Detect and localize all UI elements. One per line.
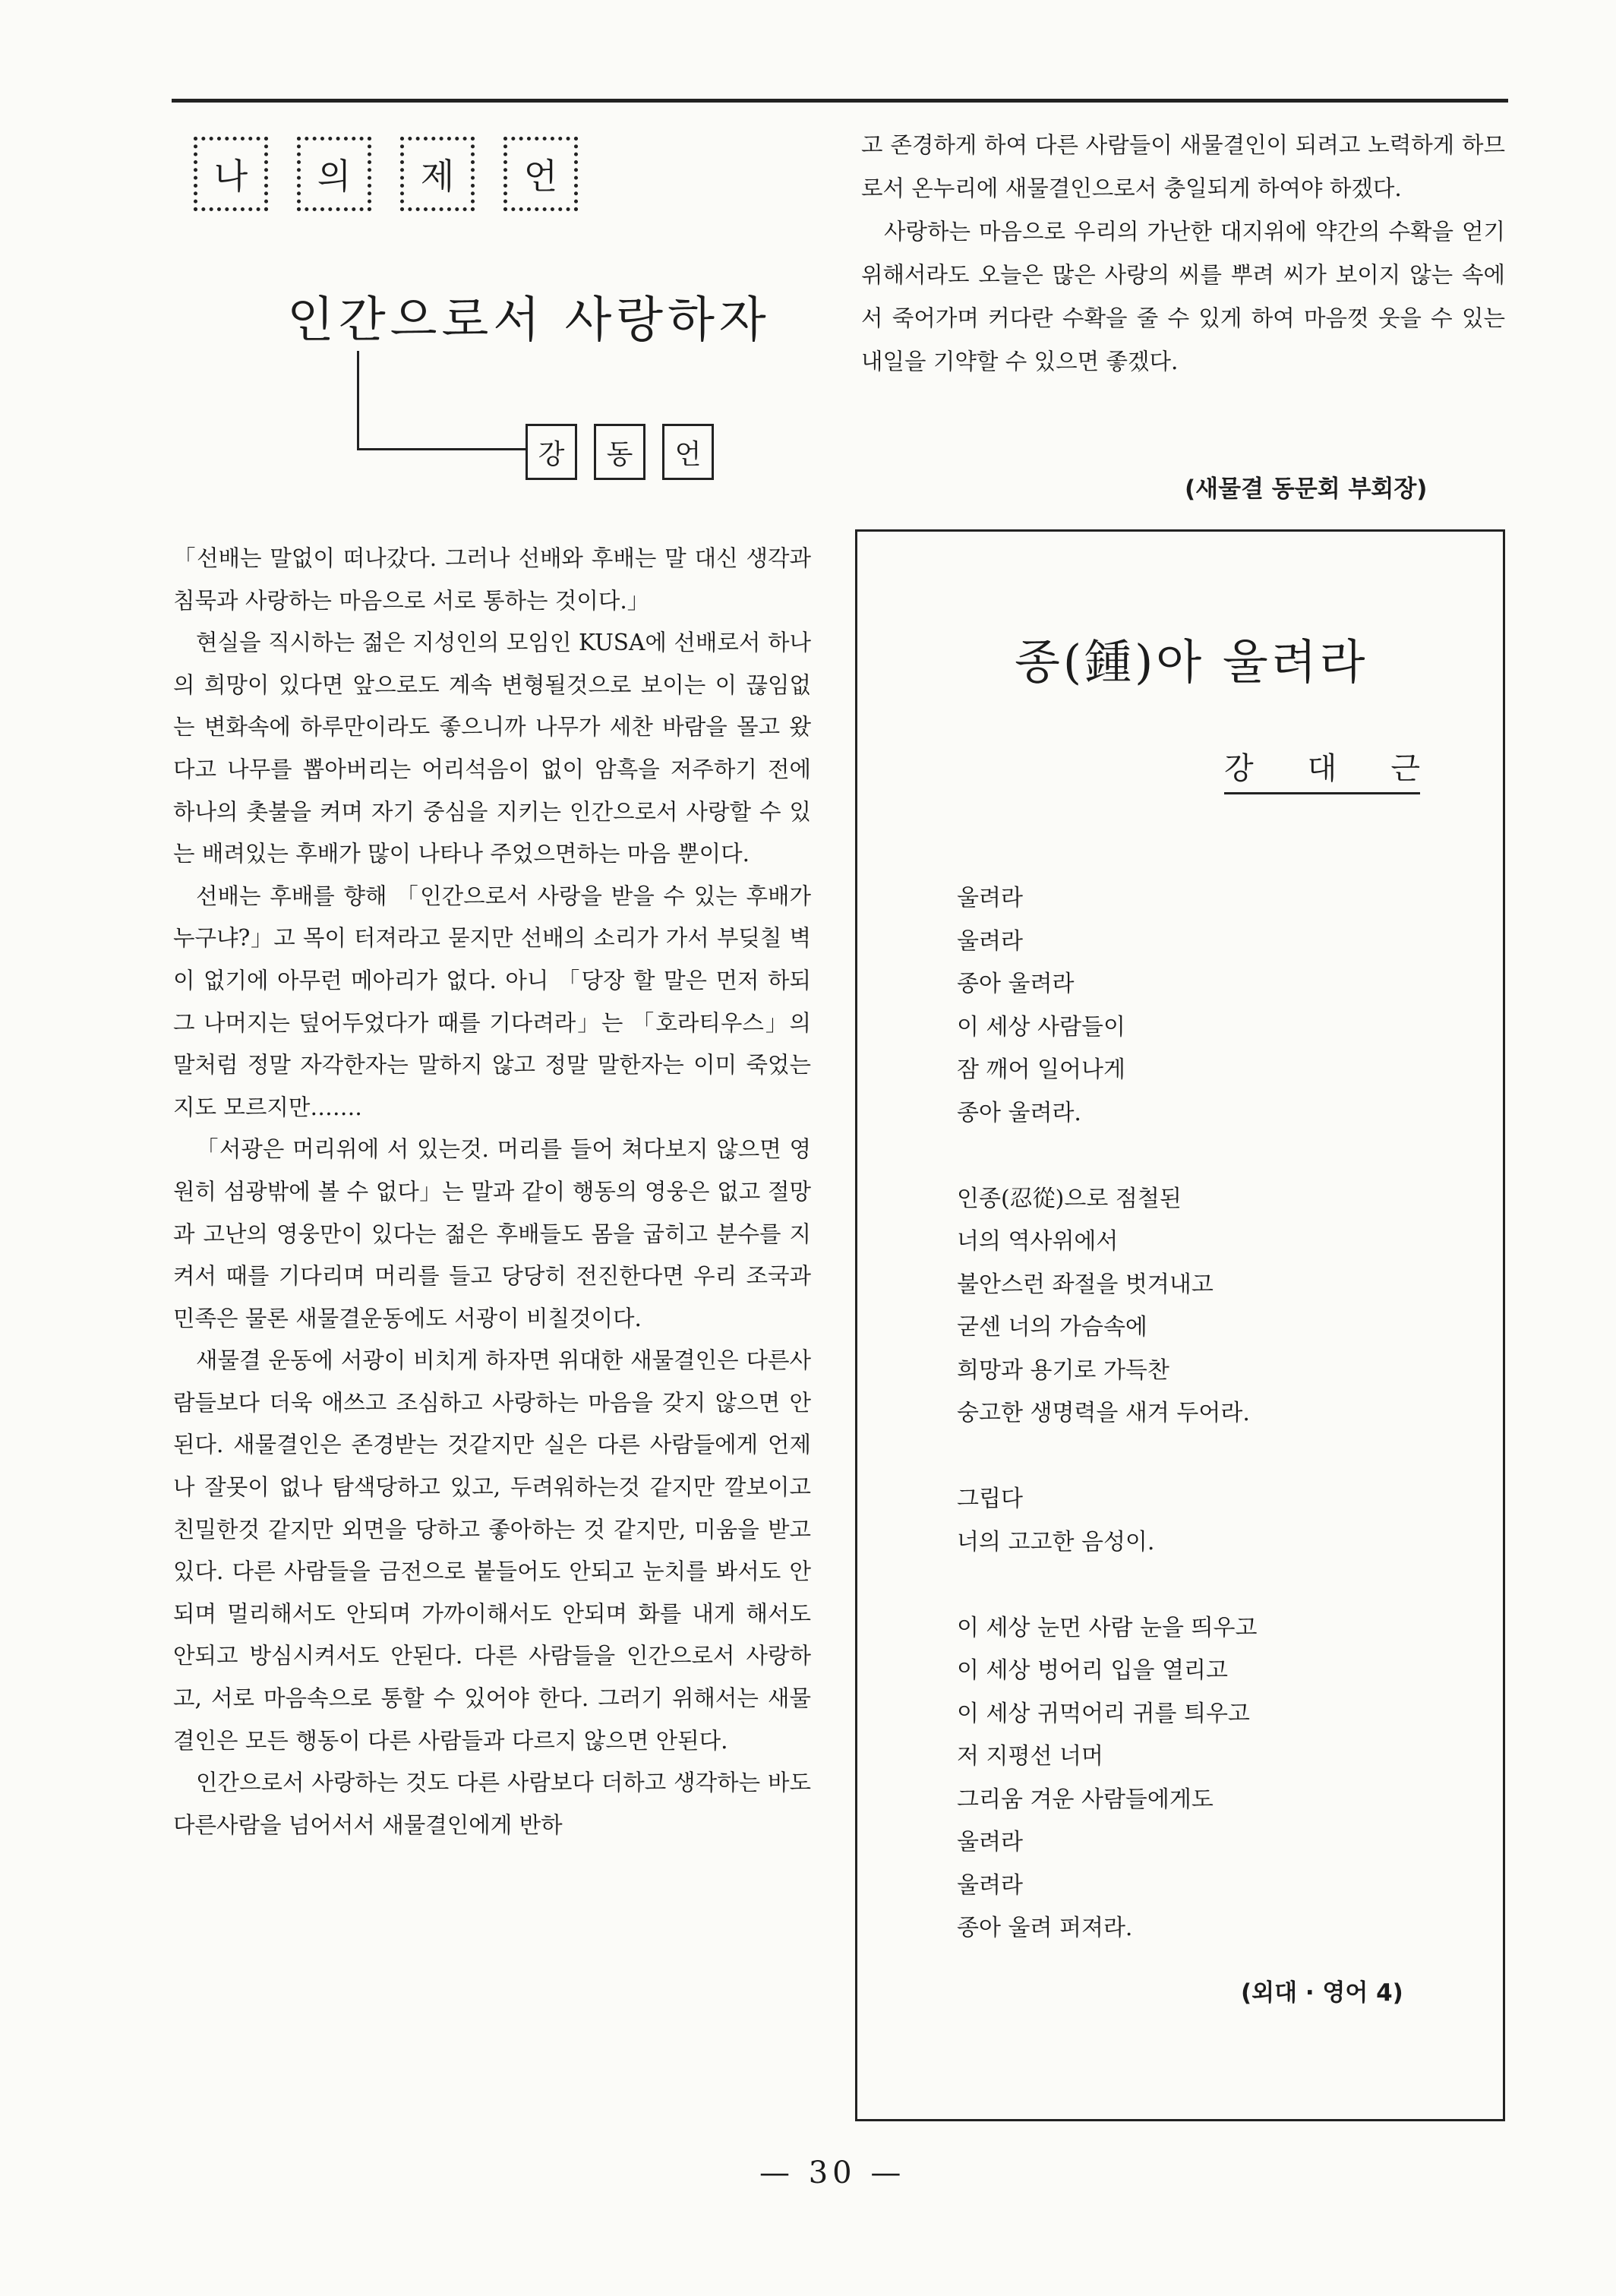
paragraph: 새물결 운동에 서광이 비치게 하자면 위대한 새물결인은 다른사람들보다 더욱 애쓰고 조심하고 사랑하는 마음을 갖지 않으면 안된다. 새물결인은 존경받는 것같지만 실은 다른 사람들에게 언제나 잘못이 없나 탐색당하고 있고, 두려워하는것 같지만 깔보이고 친밀한것 같지만 외면을 당하고 좋아하는 것 같지만, 미움을 받고 있다. 다른 사람들을 금전으로 붙들어도 안되고 눈치를 봐서도 안되며 멀리해서도 안되며 가까이해서도 안되며 화를 내게 해서도 안되고 방심시켜서도 안된다. 다른 사람들을 인간으로서 사랑하고, 서로 마음속으로 통할 수 있어야 한다. 그러기 위해서는 새물결인은 모든 행동이 다른 사람들과 다르지 않으면 안된다. [173,1347,811,1754]
author-char: 강 [526,424,577,480]
poem-line: 이 세상 벙어리 입을 열리고 [957,1657,1228,1684]
series-char: 제 [400,137,475,211]
article-title: 인간으로서 사랑하자 [287,292,771,349]
article-affiliation: (새물결 동문회 부회장) [1185,475,1428,503]
byline-bracket [357,351,528,450]
poem-line: 울려라 [957,1871,1023,1899]
paragraph: 「서광은 머리위에 서 있는것. 머리를 들어 쳐다보지 않으면 영원히 섬광밖에 볼 수 없다」는 말과 같이 행동의 영웅은 없고 절망과 고난의 영웅만이 있다는 젊은 후배들도 몸을 굽히고 분수를 지켜서 때를 기다리며 머리를 들고 당당히 전진한다면 우리 조국과 민족은 물론 새물결운동에도 서광이 비칠것이다. [173,1136,811,1331]
poem-line: 인종(忍從)으로 점철된 [957,1185,1182,1212]
poem-line: 이 세상 사람들이 [957,1013,1125,1041]
series-char: 의 [297,137,371,211]
poem-line: 너의 고고한 음성이. [957,1528,1155,1555]
article-body-right [861,124,1505,384]
author-char: 근 [1390,751,1420,786]
poem-line: 잠 깨어 일어나게 [957,1056,1125,1083]
author-char: 언 [662,424,714,480]
poem-line: 굳센 너의 가슴속에 [957,1314,1147,1341]
stanza-gap [957,1564,1257,1607]
author-char: 동 [594,424,645,480]
poem-line: 이 세상 귀먹어리 귀를 틔우고 [957,1700,1250,1727]
page-number: — 30 — [759,2155,906,2190]
author-char: 강 [1224,751,1254,786]
poem-affiliation: (외대 · 영어 4) [1241,1979,1403,2007]
paragraph: 선배는 후배를 향해 「인간으로서 사랑을 받을 수 있는 후배가 누구냐?」고 목이 터져라고 묻지만 선배의 소리가 가서 부딪칠 벽이 없기에 아무런 메아리가 없다. 아니 「당장 할 말은 먼저 하되 그 나머지는 덮어두었다가 때를 기다려라」는 「호라티우스」의 말처럼 정말 자각한자는 말하지 않고 정말 말한자는 이미 죽었는지도 모르지만……. [173,883,811,1120]
poem-line: 불안스런 좌절을 벗겨내고 [957,1271,1214,1298]
article-body-left [173,538,811,1846]
paragraph: 현실을 직시하는 젊은 지성인의 모임인 KUSA에 선배로서 하나의 희망이 있다면 앞으로도 계속 변형될것으로 보이는 이 끊임없는 변화속에 하루만이라도 좋으니까 나무가 세찬 바람을 몰고 왔다고 나무를 뽑아버리는 어리석음이 없이 암흑을 저주하기 전에 하나의 촛불을 켜며 자기 중심을 지키는 인간으로서 사랑할 수 있는 배려있는 후배가 많이 나타나 주었으면하는 마음 뿐이다. [173,630,811,867]
paragraph: 「선배는 말없이 떠나갔다. 그러나 선배와 후배는 말 대신 생각과 침묵과 사랑하는 마음으로 서로 통하는 것이다.」 [173,545,811,614]
paragraph: 인간으로서 사랑하는 것도 다른 사람보다 더하고 생각하는 바도 다른사람을 넘어서서 새물결인에게 반하 [173,1770,811,1838]
paragraph: 사랑하는 마음으로 우리의 가난한 대지위에 약간의 수확을 얻기 위해서라도 오늘은 많은 사랑의 씨를 뿌려 씨가 보이지 않는 속에서 죽어가며 커다란 수확을 줄 수 있게 하여 마음껏 웃을 수 있는 내일을 기약할 수 있으면 좋겠다. [861,219,1505,374]
poem-line: 그립다 [957,1486,1023,1512]
top-rule [172,99,1508,103]
series-char: 나 [194,137,268,211]
poem-line: 종아 울려 퍼져라. [957,1915,1133,1941]
series-char: 언 [503,137,578,211]
poem-line: 울려라 [957,927,1023,955]
stanza-gap [957,1435,1257,1479]
poem-author [1224,744,1420,794]
poem-body [957,877,1257,1950]
poem-line: 울려라 [957,885,1023,911]
series-title [194,137,578,211]
poem-line: 종아 울려라. [957,1099,1081,1126]
stanza-gap [957,1135,1257,1178]
author-char: 대 [1307,751,1337,786]
poem-line: 저 지평선 너머 [957,1743,1103,1770]
poem-line: 그리움 겨운 사람들에게도 [957,1786,1214,1813]
article-author [526,424,714,480]
poem-title: 종(鍾)아 울려라 [1015,634,1368,690]
poem-line: 너의 역사위에서 [957,1228,1119,1255]
paragraph: 고 존경하게 하여 다른 사람들이 새물결인이 되려고 노력하게 하므로서 온누리에 새물결인으로서 충일되게 하여야 하겠다. [861,132,1505,201]
poem-line: 울려라 [957,1829,1023,1855]
poem-line: 이 세상 눈먼 사람 눈을 띄우고 [957,1614,1258,1641]
poem-line: 숭고한 생명력을 새겨 두어라. [957,1400,1250,1426]
poem-line: 종아 울려라 [957,971,1075,997]
poem-line: 희망과 용기로 가득찬 [957,1356,1169,1384]
